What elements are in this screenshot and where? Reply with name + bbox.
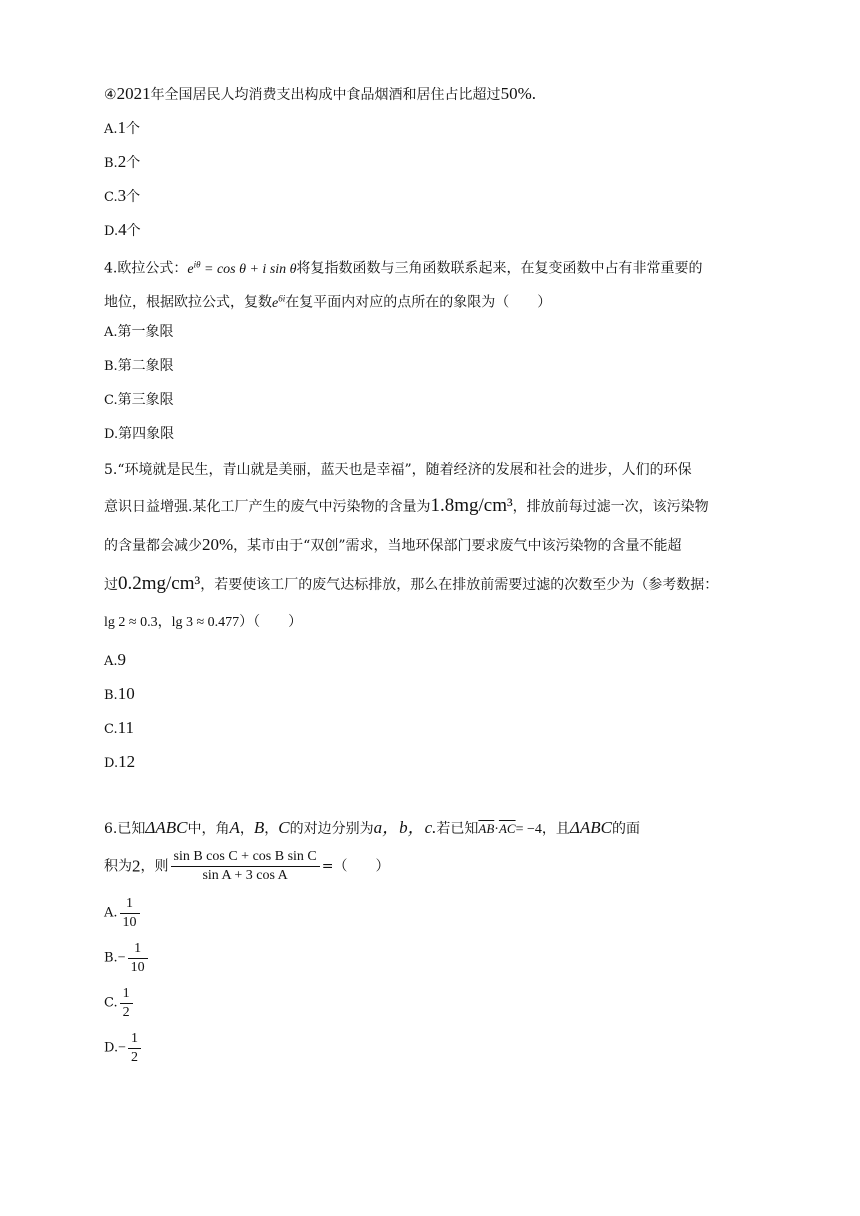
vector-ab: $\overline{AB}$ [478,821,495,836]
question-text: =（ ） [321,858,390,875]
q6-option-d[interactable] [104,1030,143,1067]
q5-line-5 [104,612,302,633]
reference-lg3: lg 3 ≈ 0.477 [171,615,240,630]
q6-option-b[interactable] [104,940,150,977]
option-sign: − [117,950,126,966]
option-label: C. [104,393,118,408]
question-text: ，若要使该工厂的废气达标排放，那么在排放前需要过滤的次数至少为（参考数据： [200,577,719,593]
q6-line-2 [104,848,389,885]
fraction-denominator: 2 [122,1005,130,1020]
option-value: 2 [117,152,127,171]
question-text: 已知 [117,821,146,837]
q6-line-1 [104,818,640,840]
option-label: B. [104,688,118,703]
fraction-numerator: 1 [128,1030,141,1049]
option-value: 12 [118,752,136,771]
option-label: A. [104,654,118,669]
option-label: B. [104,156,118,171]
fraction-denominator: 2 [131,1050,138,1065]
option-text: 第四象限 [118,426,175,442]
q5-option-d[interactable] [104,752,135,774]
fraction-numerator: 1 [128,940,148,959]
question-text: 在复平面内对应的点所在的象限为（ ） [285,294,552,311]
option-value: 3 [117,186,127,205]
option-label: D. [104,427,119,442]
question-text: 的含量都会减少 [104,538,202,554]
q5-line-3 [104,535,682,556]
q3-option-a[interactable] [104,118,140,140]
q4-option-d[interactable] [104,424,174,445]
fraction-denominator: 10 [130,960,145,975]
question-text: 积为 [104,858,132,875]
question-text: 中，角 [187,821,230,837]
q4-option-c[interactable] [104,390,174,411]
option-unit: 个 [126,121,141,137]
statement-item-4 [104,84,536,105]
question-text: 若已知 [436,821,479,837]
question-text: 意识日益增强.某化工厂产生的废气中污染物的含量为 [104,499,431,515]
option-text: 第三象限 [117,392,174,408]
question-text: 欧拉公式： [117,260,188,277]
question-text: ）（ ） [239,614,303,630]
expression-denominator: sin A + 3 cos A [202,868,288,883]
concentration-value: 1.8mg/cm³ [430,495,513,516]
option-value: 1 [117,118,127,137]
option-unit: 个 [126,155,141,171]
option-sign: − [118,1040,126,1056]
q6-option-a[interactable] [104,895,142,932]
dot-operator: · [494,822,499,837]
q5-option-b[interactable] [104,684,135,706]
reference-lg2: lg 2 ≈ 0.3 [104,615,158,630]
option-label: C. [104,190,118,205]
angle-b: B [253,818,265,837]
q3-option-b[interactable] [104,152,140,174]
question-number: 4. [104,260,118,277]
question-text: ，且 [541,821,570,837]
option-fraction [128,1030,141,1067]
reduction-percent: 20% [202,535,234,554]
question-text: “环境就是民生，青山就是美丽，蓝天也是幸福”，随着经济的发展和社会的进步，人们的环保 [117,462,692,478]
fraction-numerator: 1 [120,895,140,914]
q4-line-2 [104,288,551,314]
fraction-numerator: 1 [120,985,133,1004]
option-unit: 个 [126,189,141,205]
option-unit: 个 [126,223,141,239]
question-text: ，某市由于“双创”需求，当地环保部门要求废气中该污染物的含量不能超 [233,538,682,554]
option-label: C. [104,995,118,1011]
question-number: 6. [104,821,118,837]
separator: ， [239,821,254,837]
year-value: 2021 [116,84,151,103]
question-text: ，则 [140,858,169,875]
q4-option-a[interactable] [104,322,174,343]
separator: ， [157,614,172,630]
triangle-name: ΔABC [145,818,188,837]
option-label: B. [104,950,118,966]
q5-line-1 [104,460,692,480]
expression-numerator: sin B cos C + cos B sin C [171,848,320,867]
option-fraction [120,985,133,1022]
q6-option-c[interactable] [104,985,135,1022]
sides: a，b，c. [373,818,437,837]
euler-formula: $e^{i\theta} = \cos \theta + i$ sin θ [187,259,297,277]
question-text: 地位，根据欧拉公式，复数 [104,294,272,311]
vector-ac: $\overline{AC}$ [498,821,516,836]
item-marker: ④ [104,87,117,103]
complex-number: $e^{6i}$ [272,293,286,311]
question-text: 的面 [611,821,640,837]
option-value: 11 [117,718,134,737]
separator: ， [264,821,279,837]
option-label: D. [104,1040,119,1056]
dot-product-value: = −4 [515,822,542,837]
angle-c: C [278,818,290,837]
question-number: 5. [104,462,118,478]
option-label: C. [104,722,118,737]
option-fraction [128,940,148,977]
option-label: D. [104,224,119,239]
option-value: 9 [117,650,127,669]
q4-option-b[interactable] [104,356,174,377]
q3-option-c[interactable] [104,186,140,208]
option-text: 第二象限 [117,358,174,374]
question-text: 过 [104,577,118,593]
q5-line-2 [104,496,709,517]
option-label: B. [104,359,118,374]
option-value: 10 [117,684,135,703]
angle-a: A [229,818,240,837]
option-value: 4 [118,220,127,239]
q4-line-1 [104,254,703,280]
option-fraction [120,895,140,932]
question-text: 的对边分别为 [289,821,374,837]
q5-option-a[interactable] [104,650,126,672]
question-text: ，排放前每过滤一次，该污染物 [512,499,709,515]
trig-expression [171,848,320,885]
limit-value: 0.2mg/cm³ [118,573,201,594]
triangle-name: ΔABC [569,818,612,837]
statement-text: 年全国居民人均消费支出构成中食品烟酒和居住占比超过 [150,87,501,103]
option-label: D. [104,756,119,771]
fraction-denominator: 10 [122,915,137,930]
percent-value: 50%. [500,84,536,103]
q5-option-c[interactable] [104,718,134,740]
option-label: A. [104,325,118,340]
q5-line-4 [104,574,718,595]
q3-option-d[interactable] [104,220,141,242]
option-label: A. [104,122,118,137]
option-label: A. [104,905,118,921]
option-text: 第一象限 [117,324,174,340]
area-value: 2 [132,856,141,876]
question-text: 将复指数函数与三角函数联系起来，在复变函数中占有非常重要的 [296,260,703,277]
